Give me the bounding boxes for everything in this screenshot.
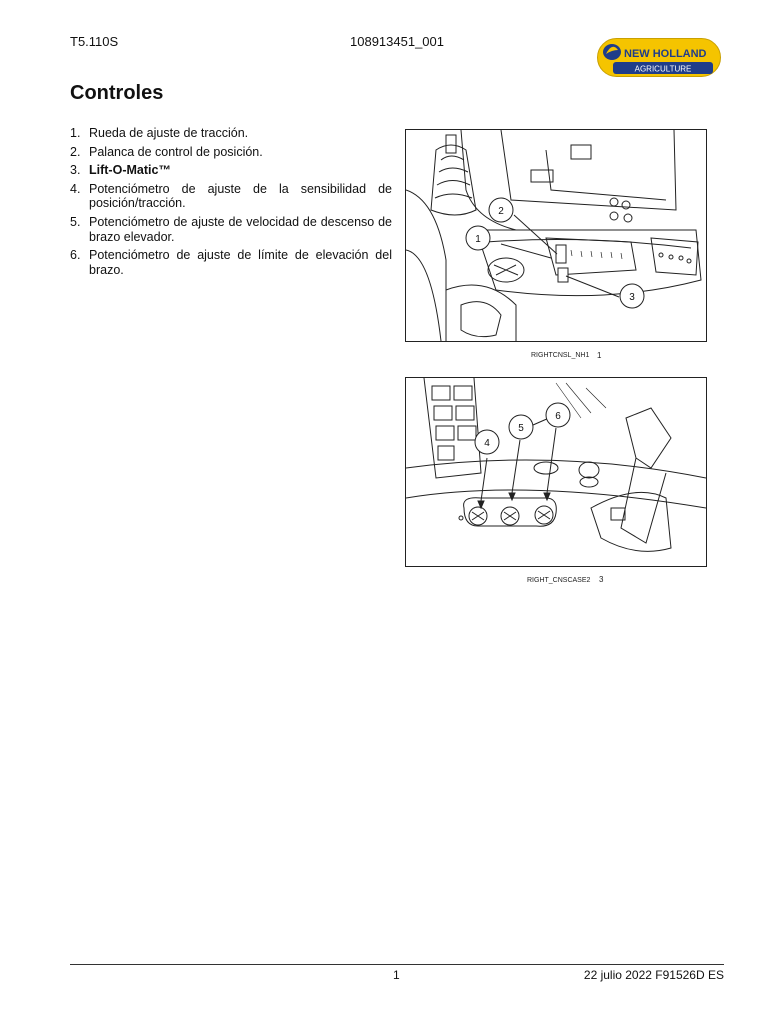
list-item [70, 145, 392, 160]
callout-1: 1 [475, 234, 481, 245]
callout-4: 4 [484, 438, 490, 449]
item-text: Potenciómetro de ajuste de límite de elevación del brazo. [89, 248, 392, 277]
figure-1-console-illustration [405, 129, 707, 342]
figure-2-number: 3 [599, 575, 604, 584]
knob-4 [469, 507, 487, 525]
figure-2-caption: RIGHT_CNSCASE2 [527, 577, 591, 584]
knob-5 [501, 507, 519, 525]
callout-2: 2 [498, 206, 504, 217]
item-text: Rueda de ajuste de tracción. [89, 126, 249, 140]
figure-2-potentiometers-illustration [405, 377, 707, 567]
list-item [70, 163, 392, 178]
header-doc-code: 108913451_001 [350, 34, 444, 49]
list-item [70, 126, 392, 141]
new-holland-logo [597, 38, 721, 77]
page-title: Controles [70, 82, 164, 104]
figure-1-caption: RIGHTCNSL_NH1 [531, 352, 590, 359]
callout-6: 6 [555, 411, 561, 422]
callout-3: 3 [629, 292, 635, 303]
item-number: 6. [70, 248, 81, 263]
page-number: 1 [393, 968, 400, 982]
footer-date-code: 22 julio 2022 F91526D ES [583, 968, 724, 982]
figure-1-number: 1 [597, 351, 602, 360]
logo-bottom-text: AGRICULTURE [634, 64, 692, 74]
list-item [70, 248, 392, 277]
controls-list [70, 126, 392, 281]
callout-5: 5 [518, 423, 524, 434]
item-number: 3. [70, 163, 81, 178]
item-text: Potenciómetro de ajuste de velocidad de descenso de brazo elevador. [89, 214, 392, 244]
leaf-emblem-icon [603, 44, 621, 60]
item-text: Potenciómetro de ajuste de la sensibilidad de posición/tracción. [89, 181, 392, 211]
item-number: 4. [70, 181, 81, 196]
knob-6 [535, 506, 553, 524]
item-number: 5. [70, 214, 81, 229]
item-number: 1. [70, 126, 81, 140]
logo-top-text: NEW HOLLAND [624, 48, 707, 60]
item-number: 2. [70, 144, 81, 159]
footer-divider [70, 964, 724, 965]
header-model: T5.110S [70, 34, 119, 49]
list-item [70, 182, 392, 211]
list-item [70, 215, 392, 244]
item-text: Lift-O-Matic™ [89, 163, 171, 178]
item-text: Palanca de control de posición. [89, 144, 263, 159]
